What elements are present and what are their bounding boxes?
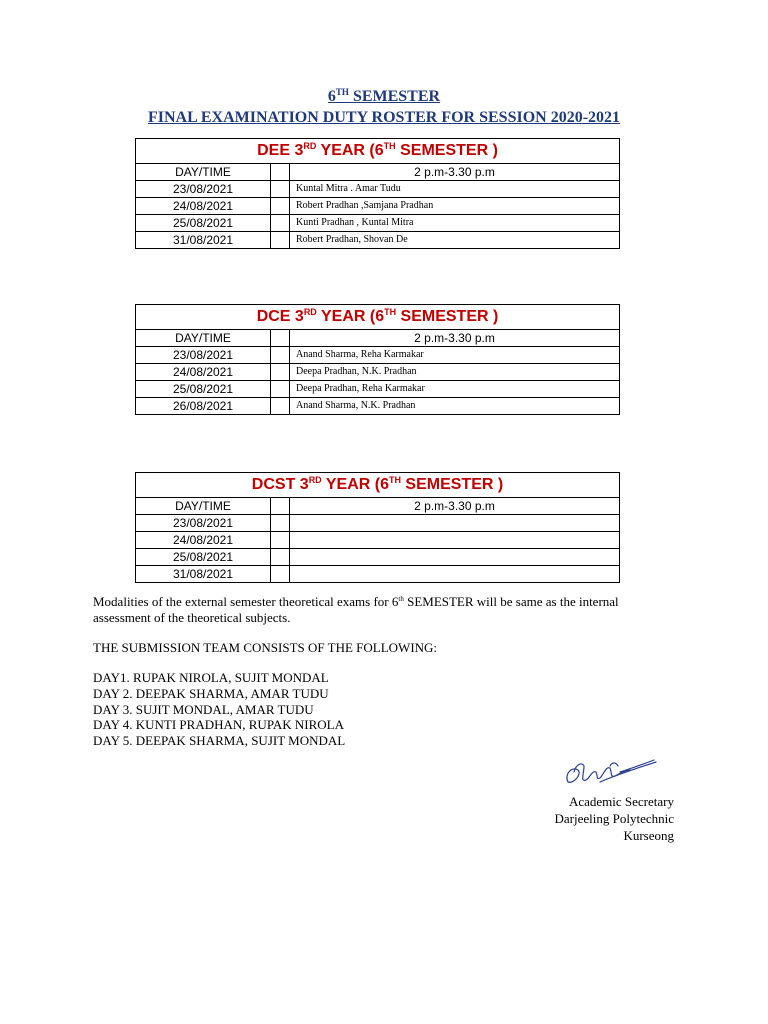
table-row bbox=[136, 181, 620, 198]
spacer-cell bbox=[271, 215, 290, 232]
submission-heading: THE SUBMISSION TEAM CONSISTS OF THE FOLLOWING: bbox=[93, 640, 438, 655]
column-header-day: DAY/TIME bbox=[136, 330, 271, 347]
spacer-cell bbox=[271, 515, 290, 532]
roster-table-dce bbox=[135, 304, 620, 415]
names-cell: Anand Sharma, Reha Karmakar bbox=[290, 347, 620, 364]
date-cell: 31/08/2021 bbox=[136, 566, 271, 583]
spacer-cell bbox=[271, 364, 290, 381]
names-cell bbox=[290, 566, 620, 583]
column-header-day: DAY/TIME bbox=[136, 498, 271, 515]
modalities-paragraph: Modalities of the external semester theoretical exams for 6th SEMESTER will be same as the internal assessment of the theoretical subjects. bbox=[93, 594, 619, 625]
submission-day-5: DAY 5. DEEPAK SHARMA, SUJIT MONDAL bbox=[93, 733, 346, 748]
table-row bbox=[136, 215, 620, 232]
spacer-cell bbox=[271, 330, 290, 347]
date-cell: 25/08/2021 bbox=[136, 215, 271, 232]
table-row bbox=[136, 398, 620, 415]
date-cell: 25/08/2021 bbox=[136, 381, 271, 398]
column-header-time: 2 p.m-3.30 p.m bbox=[290, 498, 620, 515]
table-row bbox=[136, 549, 620, 566]
date-cell: 24/08/2021 bbox=[136, 198, 271, 215]
roster-table-dee bbox=[135, 138, 620, 249]
table-heading: DCST 3RD YEAR (6TH SEMESTER ) bbox=[136, 473, 620, 498]
names-cell bbox=[290, 549, 620, 566]
column-header-time: 2 p.m-3.30 p.m bbox=[290, 330, 620, 347]
names-cell bbox=[290, 532, 620, 549]
date-cell: 26/08/2021 bbox=[136, 398, 271, 415]
table-heading: DCE 3RD YEAR (6TH SEMESTER ) bbox=[136, 305, 620, 330]
spacer-cell bbox=[271, 232, 290, 249]
spacer-cell bbox=[271, 498, 290, 515]
table-row bbox=[136, 381, 620, 398]
signature bbox=[560, 752, 660, 792]
spacer-cell bbox=[271, 566, 290, 583]
submission-day-1: DAY1. RUPAK NIROLA, SUJIT MONDAL bbox=[93, 670, 329, 685]
names-cell: Robert Pradhan, Shovan De bbox=[290, 232, 620, 249]
signatory-place: Kurseong bbox=[623, 828, 674, 843]
date-cell: 24/08/2021 bbox=[136, 532, 271, 549]
spacer-cell bbox=[271, 181, 290, 198]
spacer-cell bbox=[271, 198, 290, 215]
date-cell: 24/08/2021 bbox=[136, 364, 271, 381]
submission-day-4: DAY 4. KUNTI PRADHAN, RUPAK NIROLA bbox=[93, 717, 344, 732]
table-row bbox=[136, 364, 620, 381]
names-cell: Deepa Pradhan, N.K. Pradhan bbox=[290, 364, 620, 381]
roster-table-dcst bbox=[135, 472, 620, 583]
spacer-cell bbox=[271, 398, 290, 415]
table-heading: DEE 3RD YEAR (6TH SEMESTER ) bbox=[136, 139, 620, 164]
spacer-cell bbox=[271, 347, 290, 364]
date-cell: 23/08/2021 bbox=[136, 181, 271, 198]
names-cell: Robert Pradhan ,Samjana Pradhan bbox=[290, 198, 620, 215]
table-header-row bbox=[136, 498, 620, 515]
table-row bbox=[136, 532, 620, 549]
table-header-row bbox=[136, 330, 620, 347]
table-row bbox=[136, 515, 620, 532]
date-cell: 23/08/2021 bbox=[136, 515, 271, 532]
names-cell: Deepa Pradhan, Reha Karmakar bbox=[290, 381, 620, 398]
submission-day-2: DAY 2. DEEPAK SHARMA, AMAR TUDU bbox=[93, 686, 329, 701]
names-cell: Kunti Pradhan , Kuntal Mitra bbox=[290, 215, 620, 232]
table-row bbox=[136, 232, 620, 249]
table-row bbox=[136, 347, 620, 364]
names-cell: Anand Sharma, N.K. Pradhan bbox=[290, 398, 620, 415]
table-row bbox=[136, 566, 620, 583]
date-cell: 31/08/2021 bbox=[136, 232, 271, 249]
column-header-time: 2 p.m-3.30 p.m bbox=[290, 164, 620, 181]
roster-title: FINAL EXAMINATION DUTY ROSTER FOR SESSION 2020-2021 bbox=[147, 109, 621, 126]
names-cell bbox=[290, 515, 620, 532]
spacer-cell bbox=[271, 381, 290, 398]
spacer-cell bbox=[271, 549, 290, 566]
date-cell: 23/08/2021 bbox=[136, 347, 271, 364]
column-header-day: DAY/TIME bbox=[136, 164, 271, 181]
names-cell: Kuntal Mitra . Amar Tudu bbox=[290, 181, 620, 198]
signatory-institution: Darjeeling Polytechnic bbox=[554, 811, 674, 826]
submission-day-3: DAY 3. SUJIT MONDAL, AMAR TUDU bbox=[93, 702, 314, 717]
date-cell: 25/08/2021 bbox=[136, 549, 271, 566]
spacer-cell bbox=[271, 532, 290, 549]
table-header-row bbox=[136, 164, 620, 181]
semester-title: 6TH SEMESTER bbox=[327, 87, 441, 105]
signatory-title: Academic Secretary bbox=[568, 794, 674, 809]
spacer-cell bbox=[271, 164, 290, 181]
table-row bbox=[136, 198, 620, 215]
